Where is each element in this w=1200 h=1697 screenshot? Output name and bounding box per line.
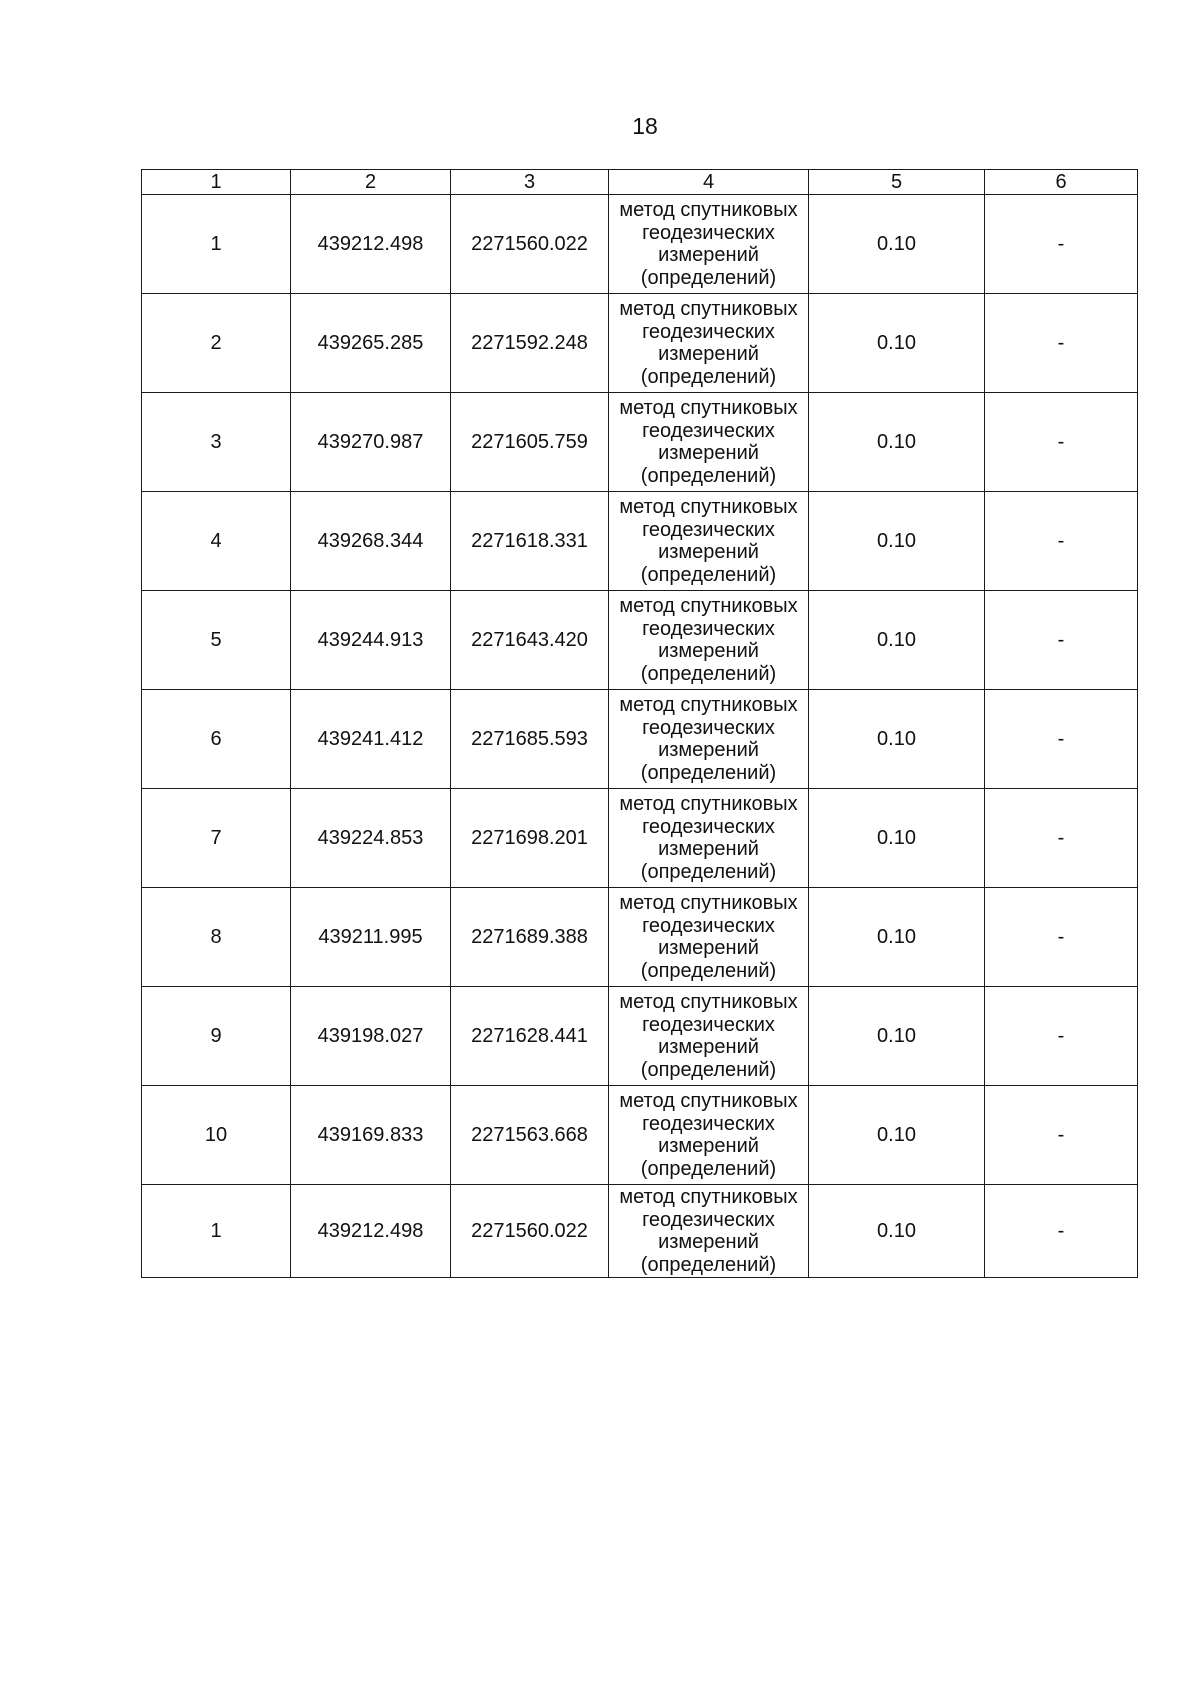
y-coordinate-cell: 2271560.022 — [451, 1185, 609, 1278]
method-line: геодезических — [642, 419, 775, 442]
point-number-cell: 5 — [142, 591, 291, 690]
point-number-cell: 9 — [142, 987, 291, 1086]
accuracy-cell: 0.10 — [809, 195, 985, 294]
method-cell — [609, 492, 809, 591]
x-coordinate-cell: 439212.498 — [291, 195, 451, 294]
method-line: (определений) — [640, 1157, 777, 1180]
method-cell — [609, 294, 809, 393]
table-row — [142, 195, 1138, 294]
table-row — [142, 492, 1138, 591]
method-line: метод спутниковых — [619, 793, 798, 815]
method-line: метод спутниковых — [619, 496, 798, 518]
table-row — [142, 591, 1138, 690]
x-coordinate-cell: 439211.995 — [291, 888, 451, 987]
method-line: (определений) — [640, 1058, 777, 1081]
point-number-cell: 3 — [142, 393, 291, 492]
point-number-cell: 6 — [142, 690, 291, 789]
point-number-cell: 1 — [142, 1185, 291, 1278]
method-cell — [609, 1185, 809, 1278]
x-coordinate-cell: 439265.285 — [291, 294, 451, 393]
point-number-cell: 8 — [142, 888, 291, 987]
accuracy-cell: 0.10 — [809, 987, 985, 1086]
note-cell: - — [985, 888, 1138, 987]
method-line: метод спутниковых — [619, 1090, 798, 1112]
method-line: геодезических — [642, 815, 775, 838]
x-coordinate-cell: 439268.344 — [291, 492, 451, 591]
header-row — [142, 170, 1138, 195]
method-line: геодезических — [642, 518, 775, 541]
accuracy-cell: 0.10 — [809, 1185, 985, 1278]
y-coordinate-cell: 2271628.441 — [451, 987, 609, 1086]
method-line: геодезических — [642, 617, 775, 640]
method-line: метод спутниковых — [619, 595, 798, 617]
header-col-4: 4 — [609, 170, 809, 195]
method-line: (определений) — [640, 563, 777, 586]
header-col-5: 5 — [809, 170, 985, 195]
x-coordinate-cell: 439241.412 — [291, 690, 451, 789]
method-line: геодезических — [642, 1112, 775, 1135]
accuracy-cell: 0.10 — [809, 789, 985, 888]
header-col-3: 3 — [451, 170, 609, 195]
method-line: геодезических — [642, 914, 775, 937]
table-row — [142, 1086, 1138, 1185]
method-line: метод спутниковых — [619, 694, 798, 716]
note-cell: - — [985, 393, 1138, 492]
method-line: измерений — [658, 442, 759, 464]
note-cell: - — [985, 591, 1138, 690]
method-line: метод спутниковых — [619, 397, 798, 419]
y-coordinate-cell: 2271560.022 — [451, 195, 609, 294]
method-cell — [609, 987, 809, 1086]
method-line: геодезических — [642, 221, 775, 244]
header-col-2: 2 — [291, 170, 451, 195]
method-line: измерений — [658, 541, 759, 563]
accuracy-cell: 0.10 — [809, 393, 985, 492]
method-line: метод спутниковых — [619, 991, 798, 1013]
note-cell: - — [985, 690, 1138, 789]
note-cell: - — [985, 1086, 1138, 1185]
method-line: измерений — [658, 1231, 759, 1253]
table-row — [142, 1185, 1138, 1278]
method-line: метод спутниковых — [619, 1186, 798, 1208]
method-line: метод спутниковых — [619, 199, 798, 221]
method-line: (определений) — [640, 464, 777, 487]
method-cell — [609, 591, 809, 690]
method-cell — [609, 1086, 809, 1185]
y-coordinate-cell: 2271618.331 — [451, 492, 609, 591]
point-number-cell: 1 — [142, 195, 291, 294]
note-cell: - — [985, 987, 1138, 1086]
method-line: (определений) — [640, 761, 777, 784]
method-line: метод спутниковых — [619, 298, 798, 320]
method-line: (определений) — [640, 662, 777, 685]
y-coordinate-cell: 2271563.668 — [451, 1086, 609, 1185]
y-coordinate-cell: 2271643.420 — [451, 591, 609, 690]
note-cell: - — [985, 195, 1138, 294]
table-row — [142, 888, 1138, 987]
method-line: измерений — [658, 244, 759, 266]
y-coordinate-cell: 2271698.201 — [451, 789, 609, 888]
method-line: геодезических — [642, 716, 775, 739]
y-coordinate-cell: 2271689.388 — [451, 888, 609, 987]
method-line: (определений) — [640, 266, 777, 289]
point-number-cell: 7 — [142, 789, 291, 888]
method-line: измерений — [658, 739, 759, 761]
method-cell — [609, 690, 809, 789]
method-line: (определений) — [640, 365, 777, 388]
y-coordinate-cell: 2271592.248 — [451, 294, 609, 393]
method-line: геодезических — [642, 1208, 775, 1231]
x-coordinate-cell: 439244.913 — [291, 591, 451, 690]
method-cell — [609, 789, 809, 888]
accuracy-cell: 0.10 — [809, 591, 985, 690]
table-header — [142, 170, 1138, 195]
method-line: измерений — [658, 937, 759, 959]
method-cell — [609, 393, 809, 492]
note-cell: - — [985, 492, 1138, 591]
note-cell: - — [985, 294, 1138, 393]
method-line: метод спутниковых — [619, 892, 798, 914]
table-row — [142, 690, 1138, 789]
table-row — [142, 789, 1138, 888]
method-line: (определений) — [640, 1253, 777, 1276]
accuracy-cell: 0.10 — [809, 690, 985, 789]
coordinates-table — [141, 169, 1138, 1278]
accuracy-cell: 0.10 — [809, 888, 985, 987]
method-line: измерений — [658, 1036, 759, 1058]
note-cell: - — [985, 1185, 1138, 1278]
method-line: измерений — [658, 838, 759, 860]
header-col-6: 6 — [985, 170, 1138, 195]
accuracy-cell: 0.10 — [809, 492, 985, 591]
method-line: измерений — [658, 640, 759, 662]
y-coordinate-cell: 2271605.759 — [451, 393, 609, 492]
table-body — [142, 195, 1138, 1278]
table-row — [142, 393, 1138, 492]
accuracy-cell: 0.10 — [809, 1086, 985, 1185]
table-row — [142, 987, 1138, 1086]
note-cell: - — [985, 789, 1138, 888]
point-number-cell: 10 — [142, 1086, 291, 1185]
method-line: геодезических — [642, 1013, 775, 1036]
accuracy-cell: 0.10 — [809, 294, 985, 393]
x-coordinate-cell: 439169.833 — [291, 1086, 451, 1185]
y-coordinate-cell: 2271685.593 — [451, 690, 609, 789]
method-line: измерений — [658, 343, 759, 365]
x-coordinate-cell: 439198.027 — [291, 987, 451, 1086]
point-number-cell: 4 — [142, 492, 291, 591]
method-line: измерений — [658, 1135, 759, 1157]
x-coordinate-cell: 439212.498 — [291, 1185, 451, 1278]
x-coordinate-cell: 439270.987 — [291, 393, 451, 492]
header-col-1: 1 — [142, 170, 291, 195]
method-cell — [609, 195, 809, 294]
method-line: (определений) — [640, 860, 777, 883]
method-cell — [609, 888, 809, 987]
x-coordinate-cell: 439224.853 — [291, 789, 451, 888]
point-number-cell: 2 — [142, 294, 291, 393]
table-row — [142, 294, 1138, 393]
method-line: геодезических — [642, 320, 775, 343]
method-line: (определений) — [640, 959, 777, 982]
page-number: 18 — [632, 113, 658, 139]
